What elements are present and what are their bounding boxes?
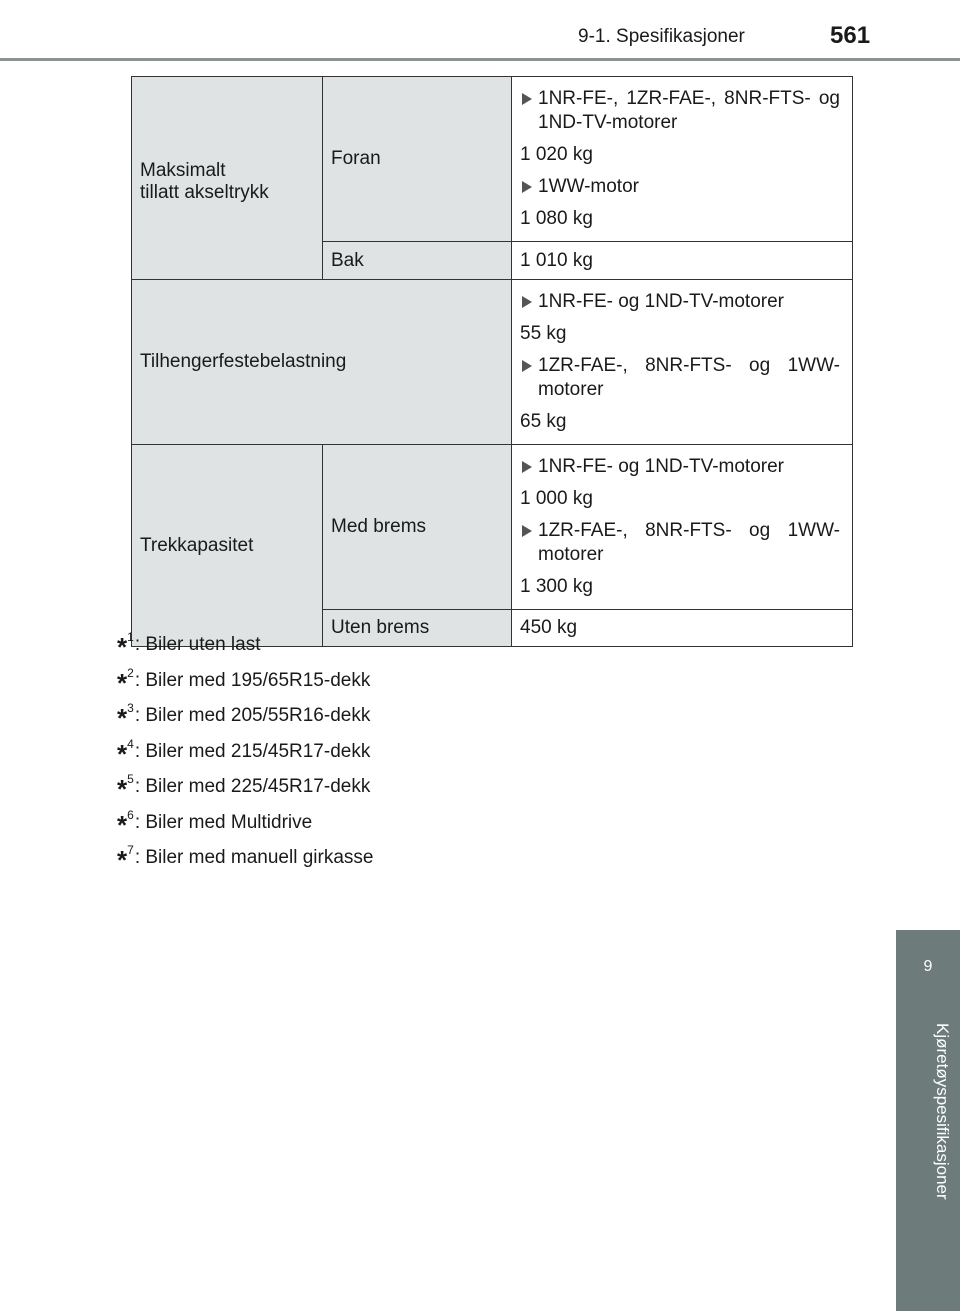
asterisk-icon: * [117,738,128,769]
footnote [117,798,373,840]
weight-value: 1 080 kg [520,208,593,229]
braked-value-cell [512,445,853,610]
front-label: Foran [323,77,512,242]
asterisk-icon: * [117,774,128,804]
asterisk-icon: * [117,632,128,662]
list-item [520,175,840,199]
weight-value: 55 kg [520,323,567,344]
triangle-bullet-icon [522,93,532,105]
weight-value: 1 300 kg [520,576,593,597]
footnotes [117,620,374,875]
page-header [0,0,960,60]
engine-list: 1WW-motor [538,176,639,197]
footnote-text: : Biler med 195/65R15-dekk [134,669,371,691]
footnote-number: 7 [127,843,134,857]
spec-table [131,76,853,647]
section-title: 9-1. Spesifikasjoner [578,26,745,47]
list-item [520,354,840,402]
engine-list: 1ZR-FAE-, 8NR-FTS- og 1WW-motorer [538,355,840,400]
footnote-text: : Biler med 205/55R16-dekk [134,705,371,726]
page-number: 561 [830,22,871,49]
engine-list: 1NR-FE- og 1ND-TV-motorer [538,291,784,312]
footnote-text: : Biler med Multidrive [134,811,313,833]
weight-value: 1 020 kg [520,144,593,165]
footnote-text: : Biler uten last [134,634,261,655]
footnote-number: 3 [127,701,134,715]
triangle-bullet-icon [522,461,532,473]
weight-value: 65 kg [520,411,567,432]
footnote-text: : Biler med 215/45R17-dekk [134,740,371,762]
table-row [132,280,853,445]
unbraked-label: Uten brems [323,610,512,647]
footnote-text: : Biler med 225/45R17-dekk [134,776,371,797]
triangle-bullet-icon [522,360,532,372]
rear-value: 1 010 kg [512,242,853,280]
engine-list: 1NR-FE- og 1ND-TV-motorer [538,456,784,477]
triangle-bullet-icon [522,296,532,308]
hitch-value-cell [512,280,853,445]
list-item [520,519,840,567]
asterisk-icon: * [117,845,128,875]
footnote-number: 4 [127,736,134,751]
front-value-cell [512,77,853,242]
list-item [520,455,840,479]
list-item [520,87,840,135]
towing-label: Trekkapasitet [132,445,323,647]
table-row [132,77,853,242]
header-rule [0,58,960,61]
max-axle-label: Maksimalt tillatt akseltrykk [132,77,323,280]
asterisk-icon: * [117,809,128,840]
hitch-label: Tilhengerfestebelastning [132,280,512,445]
unbraked-value: 450 kg [512,610,853,647]
chapter-side-bar [896,1003,960,1311]
footnote-number: 1 [127,630,134,644]
braked-label: Med brems [323,445,512,610]
engine-list: 1NR-FE-, 1ZR-FAE-, 8NR-FTS- og 1ND-TV-motorer [538,88,840,133]
footnote [117,762,373,804]
footnote [117,727,373,769]
footnote [117,620,373,662]
rear-label: Bak [323,242,512,280]
chapter-number-tab[interactable]: 9 [896,930,960,1003]
table-row [132,445,853,610]
footnote-number: 6 [127,807,134,822]
asterisk-icon: * [117,703,128,733]
footnote [117,656,373,698]
footnote-number: 5 [127,772,134,786]
footnote [117,691,373,733]
footnote-text: : Biler med manuell girkasse [134,847,374,868]
engine-list: 1ZR-FAE-, 8NR-FTS- og 1WW-motorer [538,520,840,565]
chapter-title: Kjøretøyspesifikasjoner [933,1023,952,1200]
triangle-bullet-icon [522,181,532,193]
list-item [520,290,840,314]
asterisk-icon: * [117,667,128,698]
triangle-bullet-icon [522,525,532,537]
footnote-number: 2 [127,665,134,680]
weight-value: 1 000 kg [520,488,593,509]
footnote [117,833,374,875]
